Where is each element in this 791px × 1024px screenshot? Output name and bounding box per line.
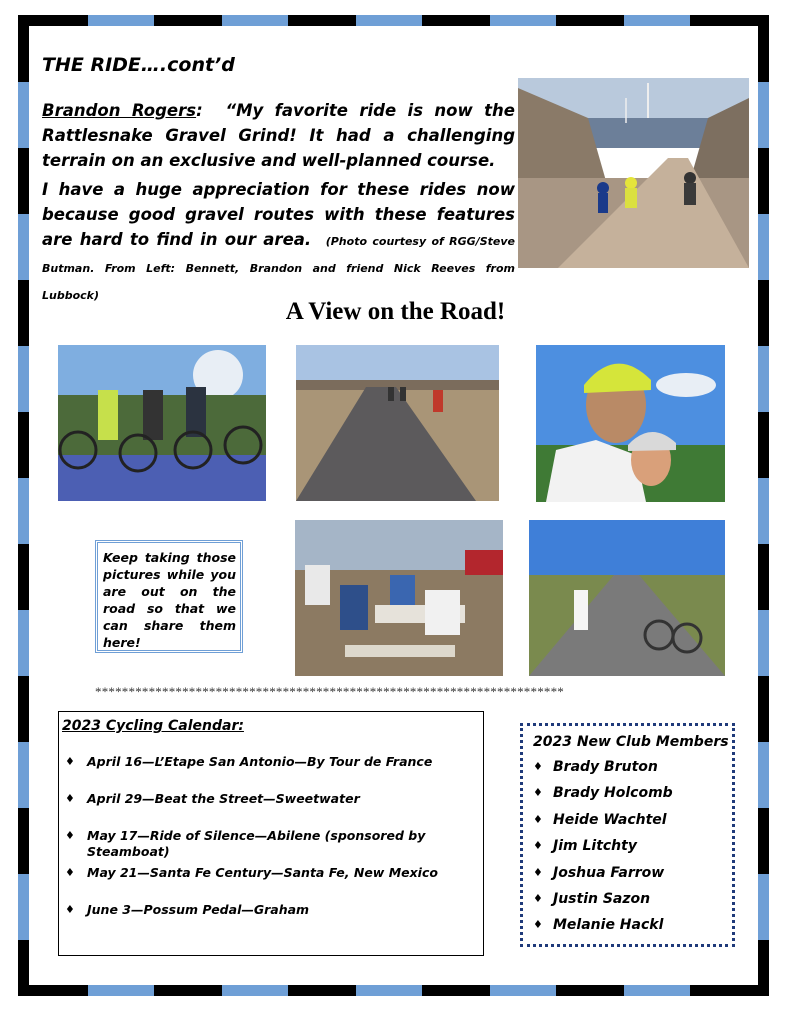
rider-name: Brandon Rogers <box>42 101 197 120</box>
gravel-ride-photo <box>518 78 749 268</box>
diamond-bullet-icon: ♦ <box>533 812 543 826</box>
diamond-bullet-icon: ♦ <box>533 786 543 800</box>
calendar-event: ♦ June 3—Possum Pedal—Graham <box>65 902 310 917</box>
member-item: ♦ Brady Holcomb <box>533 785 673 802</box>
calendar-title: 2023 Cycling Calendar: <box>62 718 244 734</box>
share-photos-note: Keep taking those pictures while you are out on the road so that we can share them here! <box>95 540 243 653</box>
riders-with-bikes-photo <box>58 345 266 501</box>
calendar-event: ♦ April 29—Beat the Street—Sweetwater <box>65 791 360 806</box>
diamond-bullet-icon: ♦ <box>533 918 543 932</box>
calendar-event: ♦ May 17—Ride of Silence—Abilene (sponsored by Steamboat) <box>65 828 426 859</box>
diamond-bullet-icon: ♦ <box>65 866 75 879</box>
member-item: ♦ Brady Bruton <box>533 759 658 775</box>
diamond-bullet-icon: ♦ <box>65 829 75 842</box>
diamond-bullet-icon: ♦ <box>65 792 75 805</box>
member-item: ♦ Justin Sazon <box>533 890 651 907</box>
picnic-table-photo <box>295 520 503 676</box>
calendar-event: ♦ April 16—L’Etape San Antonio—By Tour de France <box>65 754 433 769</box>
diamond-bullet-icon: ♦ <box>533 760 543 773</box>
member-item: ♦ Joshua Farrow <box>533 864 665 881</box>
diamond-bullet-icon: ♦ <box>533 891 543 905</box>
members-title: 2023 New Club Members <box>533 734 729 750</box>
section-heading: THE RIDE….cont’d <box>42 54 235 76</box>
selfie-photo <box>536 345 725 502</box>
quote-para2: I have a huge appreciation for these rides now because good gravel routes with these features are hard to find in our area. <box>42 180 515 249</box>
gallery-title: A View on the Road! <box>285 298 506 325</box>
member-item: ♦ Jim Litchty <box>533 838 637 855</box>
cycling-calendar <box>58 711 484 956</box>
diamond-bullet-icon: ♦ <box>65 903 75 916</box>
calendar-event: ♦ May 21—Santa Fe Century—Santa Fe, New Mexico <box>65 865 438 880</box>
member-item: ♦ Melanie Hackl <box>533 917 664 934</box>
diamond-bullet-icon: ♦ <box>533 865 543 879</box>
divider-line: ********************************************************************** <box>95 684 564 699</box>
photo-credit: (Photo courtesy of RGG/Steve Butman. From Left: Bennett, Brandon and friend Nick Reeves from Lubbock) <box>42 235 516 302</box>
new-members-box <box>520 723 735 947</box>
rider-quote: Brandon Rogers: “My favorite ride is now the Rattlesnake Gravel Grind! It had a challenging terrain on an exclusive and well-planned course. I have a huge appreciation for these rides now because good gravel routes with these features are hard to find in our area. (Photo courtesy of RGG/Steve Butman. From Left: Bennett, Brandon and friend Nick Reeves from Lubbock) <box>42 101 516 302</box>
handcycle-road-photo <box>529 520 725 676</box>
member-item: ♦ Heide Wachtel <box>533 811 667 828</box>
road-group-ride-photo <box>296 345 499 501</box>
diamond-bullet-icon: ♦ <box>65 755 75 768</box>
quote-para1: “My favorite ride is now the Rattlesnake Gravel Grind! It had a challenging terrain on an exclusive and well-planned course. <box>42 101 515 170</box>
diamond-bullet-icon: ♦ <box>533 839 543 853</box>
